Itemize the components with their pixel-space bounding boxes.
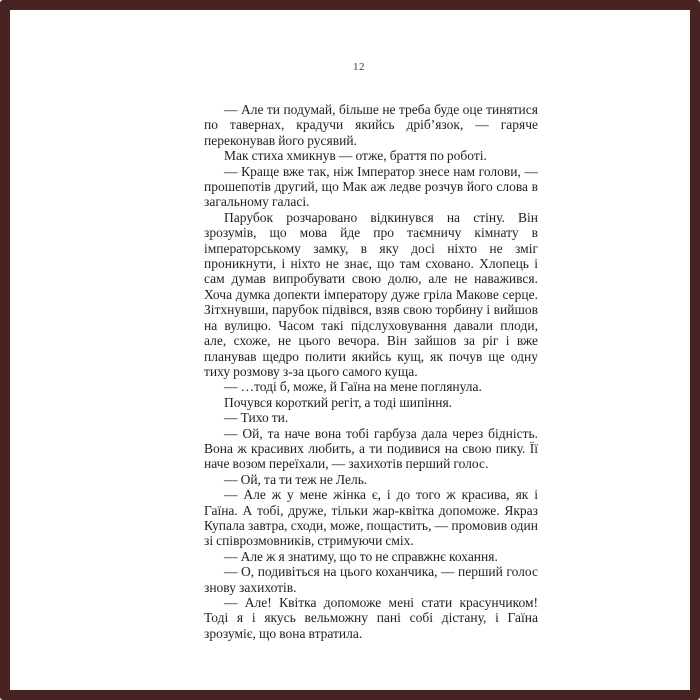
paragraph: — О, подивіться на цього коханчика, — перший голос знову захихотів. <box>204 564 538 595</box>
paragraph: — Але ж я знатиму, що то не справжнє кохання. <box>224 548 498 564</box>
paragraph: — Ой, та ти теж не Лель. <box>224 471 368 487</box>
page-text <box>204 102 538 641</box>
paragraph: — Краще вже так, ніж Імператор знесе нам голови, — прошепотів другий, що Мак аж ледве розчув його слова в загальному галасі. <box>204 163 538 210</box>
paragraph: Парубок розчаровано відкинувся на стіну. Він зрозумів, що мова йде про таємничу кімнату в імператорському замку, в яку досі ніхто не зміг проникнути, і ніхто не знає, що там сховано. Хлопець і сам думав випробувати свою долю, але не наважився. Хоча думка допекти імператору дуже гріла Макове серце. Зітхнувши, парубок підвівся, взяв свою торбину і вийшов на вулицю. Часом такі підслуховування давали плоди, але, схоже, не цього вечора. Він зайшов за ріг і вже планував щедро полити якийсь кущ, як почув ще одну тиху розмову з-за цього самого куща. <box>204 209 538 379</box>
paragraph: — Але! Квітка допоможе мені стати красунчиком! Тоді я і якусь вельможну пані собі дістану, і Гаїна зрозуміє, що вона втратила. <box>204 595 538 641</box>
paragraph: — Але ж у мене жінка є, і до того ж красива, як і Гаїна. А тобі, друже, тільки жар-квітка допоможе. Якраз Купала завтра, сходи, може, пощастить, — промовив один зі співрозмовників, стримуючи сміх. <box>204 487 538 549</box>
paragraph: — Ой, та наче вона тобі гарбуза дала через бідність. Вона ж красивих любить, а ти подивися на свою пику. Її наче возом переїхали, — захихотів перший голос. <box>204 425 538 472</box>
paragraph: — …тоді б, може, й Гаїна на мене поглянула. <box>224 379 482 395</box>
paragraph: — Але ти подумай, більше не треба буде оце тинятися по тавернах, крадучи якийсь дрібʼязок, — гаряче переконував його русявий. <box>204 102 538 148</box>
paragraph: Почувся короткий регіт, а тоді шипіння. <box>224 394 453 410</box>
paragraph: — Тихо ти. <box>224 410 289 426</box>
page-number: 12 <box>353 61 365 73</box>
paragraph: Мак стиха хмикнув — отже, браття по роботі. <box>224 148 487 164</box>
